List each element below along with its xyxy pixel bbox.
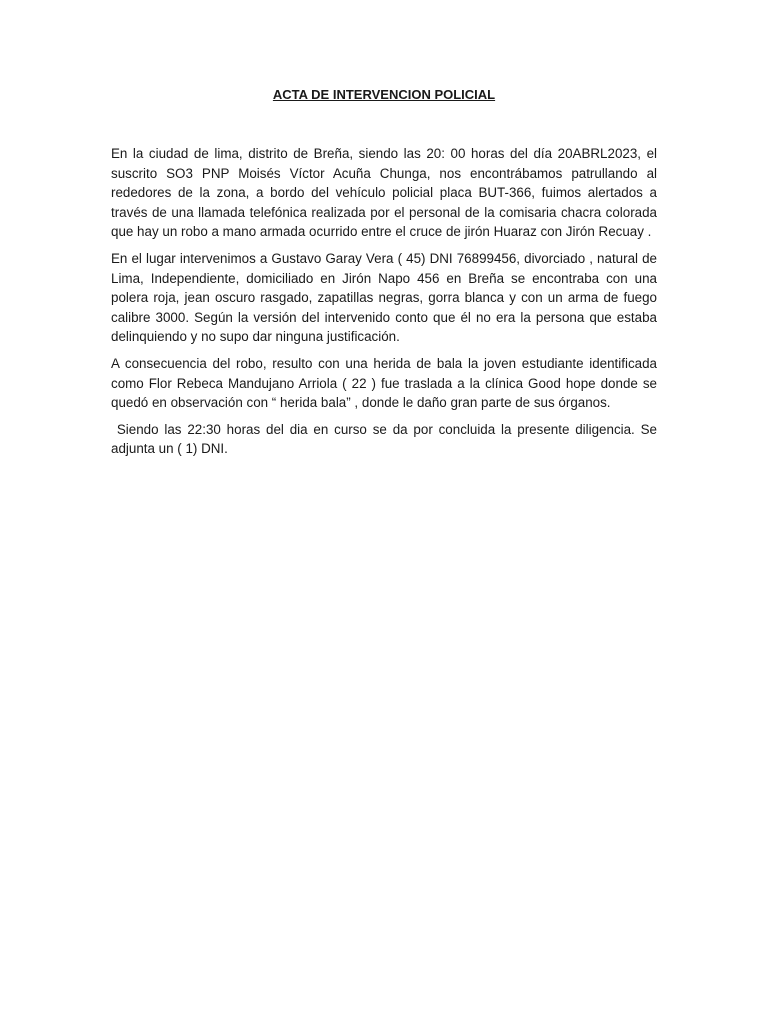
paragraph-incident-report: En la ciudad de lima, distrito de Breña, siendo las 20: 00 horas del día 20ABRL2023, el suscrito SO3 PNP Moisés Víctor Acuña Chunga, nos encontrábamos patrullando al rededores de la zona, a bordo del vehículo policial placa BUT-366, fuimos alertados a través de una llamada telefónica realizada por el personal de la comisaria chacra colorada que hay un robo a mano armada ocurrido entre el cruce de jirón Huaraz con Jirón Recuay . — [111, 146, 657, 240]
paragraph-closing: Siendo las 22:30 horas del dia en curso se da por concluida la presente diligencia. Se adjunta un ( 1) DNI. — [111, 421, 661, 457]
paragraph-victim-details: A consecuencia del robo, resulto con una herida de bala la joven estudiante identificada como Flor Rebeca Mandujano Arriola ( 22 ) fue traslada a la clínica Good hope donde se quedó en observación con “ herida bala” , donde le daño gran parte de sus órganos. — [111, 355, 657, 411]
paragraph-intervention-details: En el lugar intervenimos a Gustavo Garay Vera ( 45) DNI 76899456, divorciado , natural de Lima, Independiente, domiciliado en Jirón Napo 456 en Breña se encontraba con una polera roja, jean oscuro rasgado, zapatillas negras, gorra blanca y con un arma de fuego calibre 3000. Según la versión del intervenido conto que él no era la persona que estaba delinquiendo y no supo dar ninguna justificación. — [111, 250, 657, 345]
document-body — [111, 144, 661, 466]
document-title: ACTA DE INTERVENCION POLICIAL — [272, 87, 496, 102]
